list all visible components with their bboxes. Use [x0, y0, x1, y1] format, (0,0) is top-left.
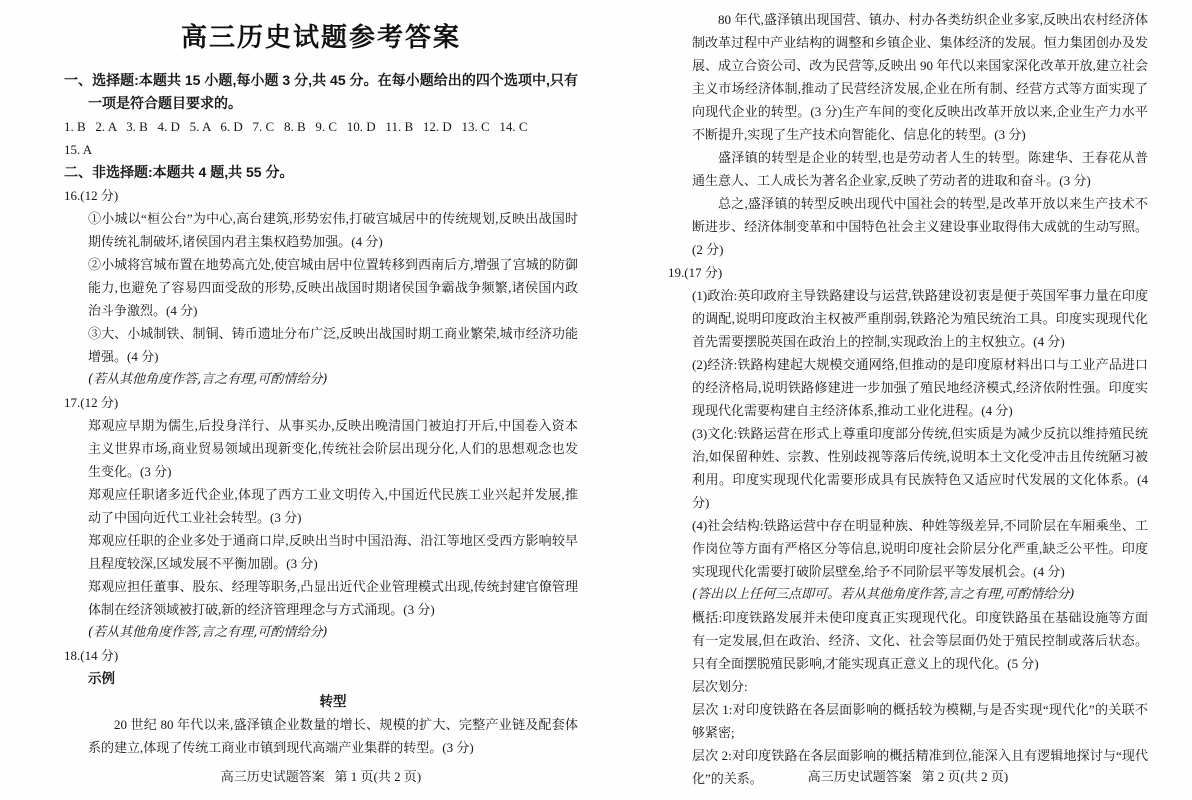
q18-continued-paragraph-2: 盛泽镇的转型是企业的转型,也是劳动者人生的转型。陈建华、王春花从普通生意人、工人成长为著名企业家,反映了劳动者的进取和奋斗。(3 分) — [692, 150, 1148, 188]
q19-point-politics: (1)政治:英印政府主导铁路建设与运营,铁路建设初衷是便于英国军事力量在印度的调配,说明印度政治主权被严重削弱,铁路沦为殖民统治工具。印度实现现代化首先需要摆脱英国在政治上的控制,实现政治上的主权独立。(4 分) — [692, 288, 1148, 349]
q18-opening-paragraph: 20 世纪 80 年代以来,盛泽镇企业数量的增长、规模的扩大、完整产业链及配套体系的建立,体现了传统工商业市镇到现代高端产业集群的转型。(3 分) — [88, 717, 578, 755]
q16-grading-note: (若从其他角度作答,言之有理,可酌情给分) — [88, 372, 328, 387]
q18-continued-paragraph-1: 80 年代,盛泽镇出现国营、镇办、村办各类纺织企业多家,反映出农村经济体制改革过程中产业结构的调整和乡镇企业、集体经济的发展。恒力集团创办及发展、成立合资公司、改为民营等,反映出 90 年代以来国家深化改革开放,建立社会主义市场经济体制,推动了民营经济发展,企业在所有制、经营方式等方面实现了向现代企业的转型。(3 分)生产车间的变化反映出改革开放以来,企业生产力水平不断提升,实现了生产技术向智能化、信息化的转型。(3 分) — [692, 12, 1148, 142]
q18-continued-paragraph-3: 总之,盛泽镇的转型反映出现代中国社会的转型,是改革开放以来生产技术不断进步、经济体制变革和中国特色社会主义建设事业取得伟大成就的生动写照。(2 分) — [692, 196, 1148, 257]
q19-summary: 概括:印度铁路发展并未使印度真正实现现代化。印度铁路虽在基础设施等方面有一定发展,但在政治、经济、文化、社会等层面仍处于殖民控制或落后状态。只有全面摆脱殖民影响,才能实现真正意义上的现代化。(5 分) — [692, 610, 1148, 671]
choice-section-heading: 一、选择题:本题共 15 小题,每小题 3 分,共 45 分。在每小题给出的四个选项中,只有一项是符合题目要求的。 — [64, 72, 578, 111]
q18-essay-title: 转型 — [319, 694, 347, 709]
q17-grading-note: (若从其他角度作答,言之有理,可酌情给分) — [88, 625, 328, 640]
q16-label: 16.(12 分) — [64, 188, 119, 203]
q19-level-1: 层次 1:对印度铁路在各层面影响的概括较为模糊,与是否实现“现代化”的关联不够紧密; — [692, 702, 1148, 740]
page-2-footer: 高三历史试题答案 第 2 页(共 2 页) — [807, 769, 1009, 784]
choice-answers-1-14: 1. B 2. A 3. B 4. D 5. A 6. D 7. C 8. B 9. C 10. D 11. B 12. D 13. C 14. C — [64, 119, 528, 134]
q19-label: 19.(17 分) — [668, 265, 723, 280]
q19-levels-heading: 层次划分: — [692, 679, 748, 694]
choice-answer-15: 15. A — [64, 142, 93, 157]
answer-page-1 — [64, 0, 578, 800]
q16-point-3: ③大、小城制铁、制铜、铸币遗址分布广泛,反映出战国时期工商业繁荣,城市经济功能增强。(4 分) — [88, 326, 578, 364]
q18-example-label: 示例 — [88, 671, 115, 686]
q17-label: 17.(12 分) — [64, 395, 119, 410]
q19-point-social-structure: (4)社会结构:铁路运营中存在明显种族、种姓等级差异,不同阶层在车厢乘坐、工作岗位等方面有严格区分等信息,说明印度社会阶层分化严重,缺乏公平性。印度实现现代化需要打破阶层壁垒,给予不同阶层平等发展机会。(4 分) — [692, 518, 1148, 579]
q16-point-2: ②小城将宫城布置在地势高亢处,使宫城由居中位置转移到西南后方,增强了宫城的防御能力,也避免了容易四面受敌的形势,反映出战国时期诸侯国争霸战争频繁,诸侯国内政治斗争激烈。(4 分) — [88, 257, 578, 318]
q16-point-1: ①小城以“桓公台”为中心,高台建筑,形势宏伟,打破宫城居中的传统规划,反映出战国时期传统礼制破坏,诸侯国内君主集权趋势加强。(4 分) — [88, 211, 578, 249]
q17-point-3: 郑观应任职的企业多处于通商口岸,反映出当时中国沿海、沿江等地区受西方影响较早且程度较深,区域发展不平衡加剧。(3 分) — [88, 533, 578, 571]
q17-point-1: 郑观应早期为儒生,后投身洋行、从事买办,反映出晚清国门被迫打开后,中国卷入资本主义世界市场,商业贸易领域出现新变化,传统社会阶层出现分化,人们的思想观念也发生变化。(3 分) — [88, 418, 578, 479]
page-1-footer: 高三历史试题答案 第 1 页(共 2 页) — [220, 769, 422, 784]
answer-page-2 — [668, 0, 1148, 800]
nonchoice-section-heading: 二、非选择题:本题共 4 题,共 55 分。 — [64, 164, 294, 180]
document-title: 高三历史试题参考答案 — [180, 22, 461, 52]
q19-level-2: 层次 2:对印度铁路在各层面影响的概括精准到位,能深入且有逻辑地探讨与“现代化”的关系。 — [692, 748, 1148, 786]
q19-point-culture: (3)文化:铁路运营在形式上尊重印度部分传统,但实质是为减少反抗以维持殖民统治,如保留种姓、宗教、性别歧视等落后传统,说明本土文化受冲击且传统陋习被利用。印度实现现代化需要形成具有民族特色又适应时代发展的文化体系。(4 分) — [692, 426, 1148, 510]
q19-grading-note: (答出以上任何三点即可。若从其他角度作答,言之有理,可酌情给分) — [692, 587, 1075, 602]
q19-point-economy: (2)经济:铁路构建起大规模交通网络,但推动的是印度原材料出口与工业产品进口的经济格局,说明铁路修建进一步加强了殖民地经济模式,经济依附性强。印度实现现代化需要构建自主经济体系,推动工业化进程。(4 分) — [692, 357, 1148, 418]
q18-label: 18.(14 分) — [64, 648, 119, 663]
q17-point-4: 郑观应担任董事、股东、经理等职务,凸显出近代企业管理模式出现,传统封建官僚管理体制在经济领域被打破,新的经济管理理念与方式涌现。(3 分) — [88, 579, 578, 617]
q17-point-2: 郑观应任职诸多近代企业,体现了西方工业文明传入,中国近代民族工业兴起并发展,推动了中国向近代工业社会转型。(3 分) — [88, 487, 578, 525]
